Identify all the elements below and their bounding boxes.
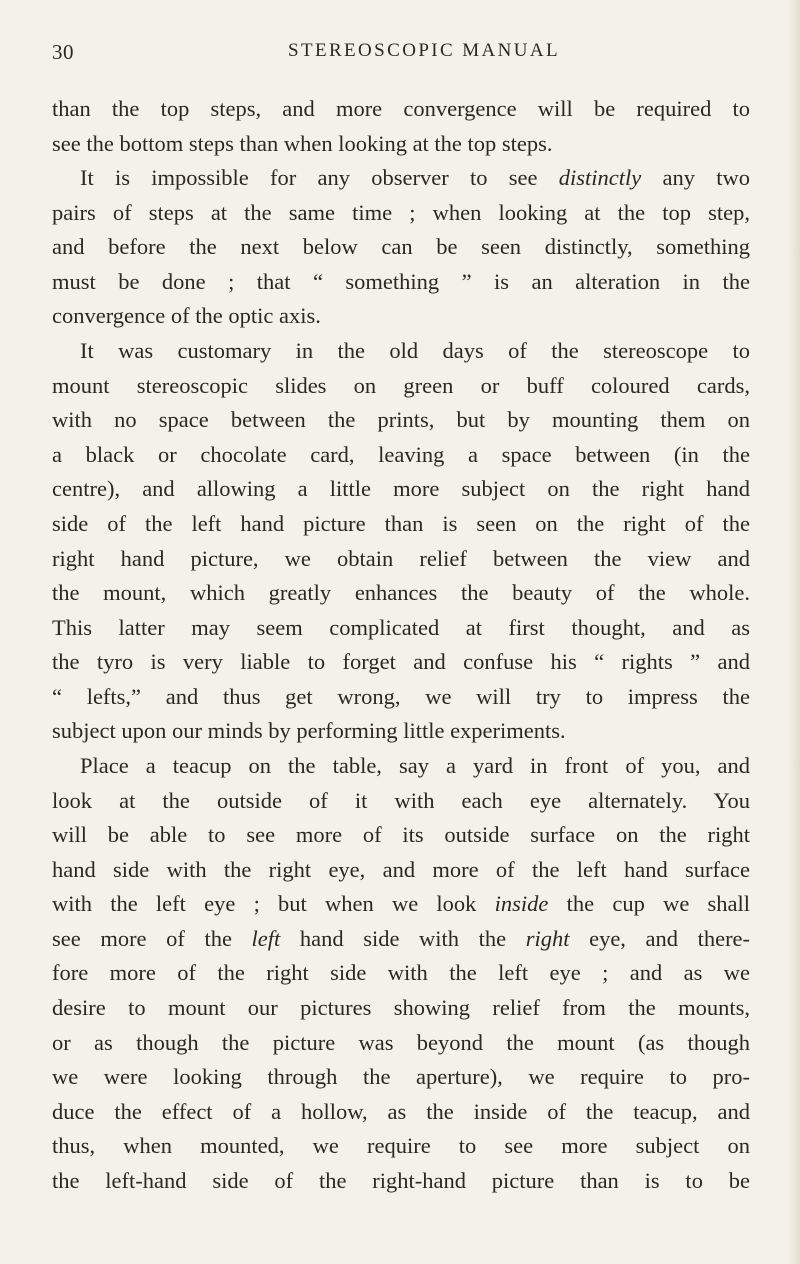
text-line: see more of the left hand side with the right eye, and there-: [52, 925, 751, 951]
paragraph-start-line: It is impossible for any observer to see distinctly any two: [80, 165, 751, 191]
text-line: see the bottom steps than when looking at the top steps.: [52, 130, 553, 156]
text-line: than the top steps, and more convergence will be required to: [52, 96, 750, 121]
text-line: fore more of the right side with the left eye ; and as we: [52, 960, 750, 986]
text-line: thus, when mounted, we require to see more subject on: [52, 1133, 750, 1159]
text-line: subject upon our minds by performing little experiments.: [52, 718, 566, 744]
text-line: the tyro is very liable to forget and confuse his “ rights ” and: [52, 649, 750, 675]
text-line: convergence of the optic axis.: [52, 303, 321, 329]
page-edge-shadow: [788, 0, 800, 1264]
text-line: “ lefts,” and thus get wrong, we will try to impress the: [52, 683, 750, 709]
text-line: will be able to see more of its outside surface on the right: [52, 822, 750, 848]
text-line: we were looking through the aperture), we require to pro-: [52, 1064, 750, 1090]
italic-emphasis: distinctly: [558, 165, 642, 191]
running-head: STEREOSCOPIC MANUAL: [288, 40, 561, 61]
italic-emphasis: inside: [494, 891, 549, 917]
text-line: right hand picture, we obtain relief between the view and: [52, 545, 750, 571]
text-line: desire to mount our pictures showing relief from the mounts,: [52, 995, 750, 1021]
text-line: This latter may seem complicated at first thought, and as: [52, 614, 750, 640]
italic-emphasis: left: [251, 925, 281, 951]
text-line: mount stereoscopic slides on green or buff coloured cards,: [52, 372, 750, 398]
text-line: the mount, which greatly enhances the beauty of the whole.: [52, 580, 750, 606]
text-line: centre), and allowing a little more subject on the right hand: [52, 476, 750, 502]
text-line: the left-hand side of the right-hand picture than is to be: [52, 1167, 750, 1193]
page-header: [52, 40, 752, 74]
text-line: duce the effect of a hollow, as the inside of the teacup, and: [52, 1098, 750, 1124]
text-line: must be done ; that “ something ” is an alteration in the: [52, 268, 750, 294]
text-line: or as though the picture was beyond the mount (as though: [52, 1029, 750, 1055]
page-number: 30: [52, 40, 74, 64]
text-line: side of the left hand picture than is seen on the right of the: [52, 510, 750, 536]
text-line: and before the next below can be seen distinctly, something: [52, 234, 750, 260]
text-line: look at the outside of it with each eye alternately. You: [52, 787, 750, 813]
text-line: hand side with the right eye, and more of the left hand surface: [52, 856, 750, 882]
paragraph-start-line: Place a teacup on the table, say a yard in front of you, and: [80, 752, 750, 778]
body-text: [52, 92, 750, 1199]
text-line: with no space between the prints, but by mounting them on: [52, 407, 750, 433]
text-line: pairs of steps at the same time ; when looking at the top step,: [52, 199, 750, 225]
text-line: with the left eye ; but when we look inside the cup we shall: [52, 891, 751, 917]
text-line: a black or chocolate card, leaving a space between (in the: [52, 441, 750, 467]
italic-emphasis: right: [525, 925, 570, 951]
paragraph-start-line: It was customary in the old days of the stereoscope to: [80, 338, 750, 364]
